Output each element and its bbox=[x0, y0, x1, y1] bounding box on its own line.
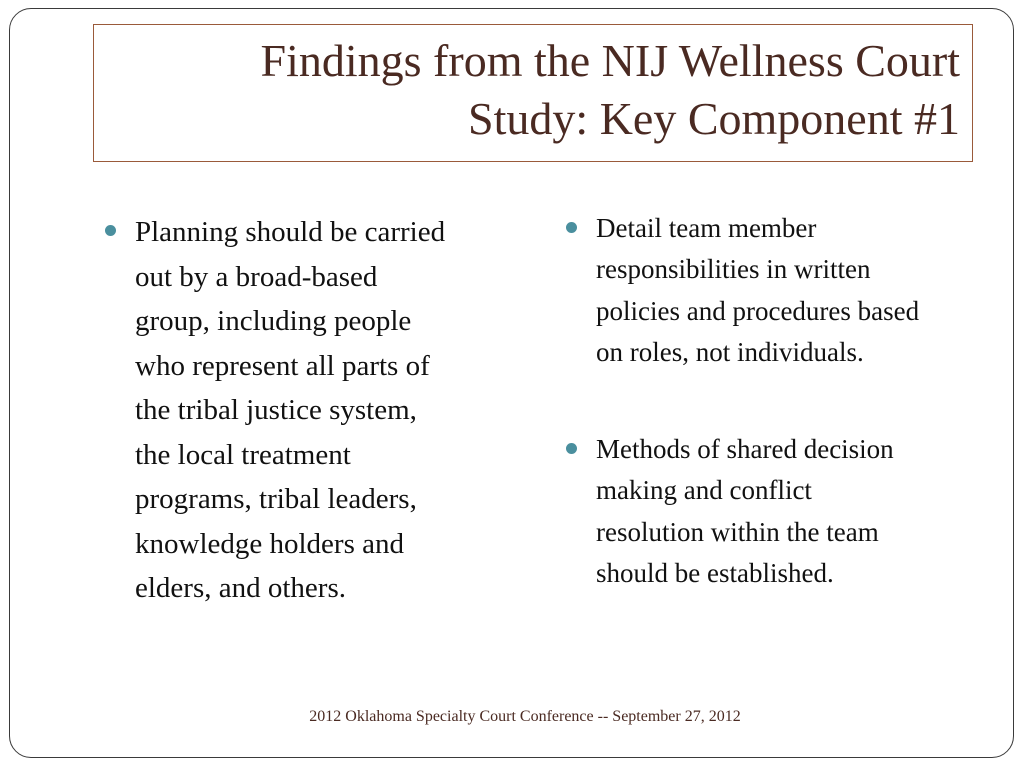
bullet-planning bbox=[105, 210, 505, 611]
slide-footer bbox=[0, 706, 1024, 728]
footer-text: 2012 Oklahoma Specialty Court Conference -- September 27, 2012 bbox=[309, 708, 741, 725]
bullet-line: Methods of shared decision bbox=[596, 434, 894, 465]
bullet-dot-icon bbox=[566, 443, 577, 454]
bullet-line: policies and procedures based bbox=[596, 295, 920, 326]
bullet-line: resolution within the team bbox=[596, 516, 879, 547]
bullet-line: on roles, not individuals. bbox=[596, 336, 864, 367]
bullet-dot-icon bbox=[566, 222, 577, 233]
bullet-line: out by a broad-based bbox=[135, 260, 378, 293]
slide-title-line-2: Study: Key Component #1 bbox=[468, 93, 960, 144]
bullet-line: responsibilities in written bbox=[596, 254, 871, 285]
bullet-line: should be established. bbox=[596, 558, 834, 589]
left-column bbox=[105, 210, 505, 611]
bullet-line: making and conflict bbox=[596, 475, 812, 506]
bullet-line: who represent all parts of bbox=[135, 349, 430, 382]
bullet-line: programs, tribal leaders, bbox=[135, 483, 417, 515]
slide-title-line-1: Findings from the NIJ Wellness Court bbox=[260, 35, 960, 86]
bullet-line: knowledge holders and bbox=[135, 527, 404, 560]
title-box bbox=[93, 24, 973, 162]
bullet-team-responsibilities bbox=[566, 208, 976, 373]
bullet-line: the local treatment bbox=[135, 438, 351, 471]
bullet-line: elders, and others. bbox=[135, 572, 346, 604]
bullet-line: the tribal justice system, bbox=[135, 394, 417, 426]
bullet-shared-decision-making bbox=[566, 429, 976, 594]
bullet-dot-icon bbox=[105, 225, 116, 236]
bullet-line: Planning should be carried bbox=[135, 216, 446, 248]
bullet-line: group, including people bbox=[135, 305, 412, 337]
bullet-line: Detail team member bbox=[596, 213, 817, 243]
right-column bbox=[566, 208, 976, 594]
